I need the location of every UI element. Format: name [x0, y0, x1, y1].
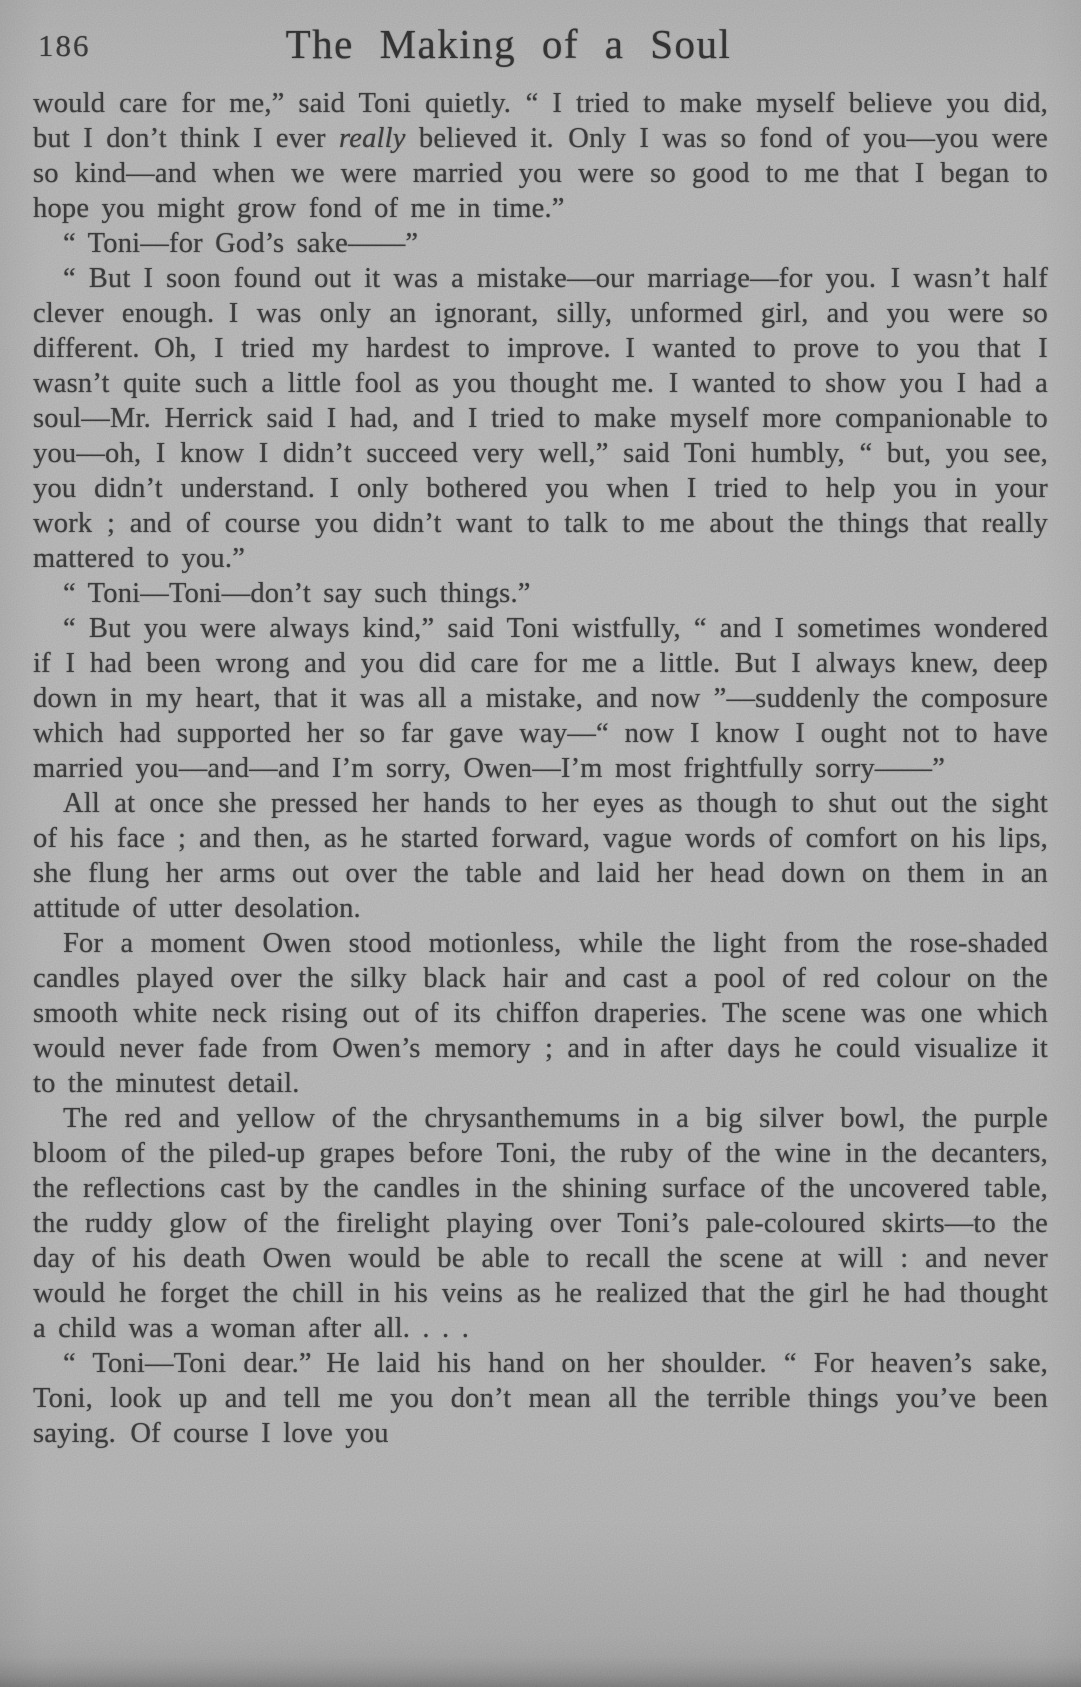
paragraph	[33, 786, 1048, 926]
text-run: For a moment Owen stood motionless, while the light from the rose-shaded candles played over the silky black hair and cast a pool of red colour on the smooth white neck rising out of its chiffon draperies. The scene was one which would never fade from Owen’s memory ; and in after days he could visualize it to the minutest detail.	[33, 928, 1048, 1099]
paragraph	[33, 261, 1048, 576]
paragraph	[33, 226, 1048, 261]
paragraph	[33, 1101, 1048, 1346]
text-run: “ Toni—for God’s sake——”	[63, 228, 419, 259]
page-header	[34, 20, 1047, 72]
paragraph	[33, 611, 1048, 786]
page-number: 186	[38, 28, 91, 63]
paragraph	[33, 926, 1048, 1101]
text-run: All at once she pressed her hands to her eyes as though to shut out the sight of his face ; and then, as he started forward, vague words of comfort on his lips, she flung her arms out over the table and laid her head down on them in an attitude of utter desolation.	[33, 788, 1048, 924]
text-run: “ But you were always kind,” said Toni wistfully, “ and I sometimes wondered if I had been wrong and you did care for me a little. But I always knew, deep down in my heart, that it was all a mistake, and now ”—suddenly the composure which had supported her so far gave way—“ now I know I ought not to have married you—and—and I’m sorry, Owen—I’m most frightfully sorry——”	[33, 613, 1048, 784]
text-run: believed it. Only I was so fond of you—you were so kind—and when we were married you were so good to me that I began to hope you might grow fond of me in time.”	[33, 123, 1049, 224]
italic-text-run: really	[339, 123, 406, 154]
paragraph	[33, 86, 1048, 226]
paragraph	[33, 576, 1048, 611]
paragraph	[33, 1346, 1048, 1451]
text-run: “ Toni—Toni—don’t say such things.”	[63, 578, 531, 609]
page-edge-shadow	[0, 1657, 1081, 1687]
text-body	[33, 86, 1048, 1451]
text-run: “ Toni—Toni dear.” He laid his hand on her shoulder. “ For heaven’s sake, Toni, look up and tell me you don’t mean all the terrible things you’ve been saying. Of course I love you	[33, 1348, 1048, 1449]
text-run: “ But I soon found out it was a mistake—our marriage—for you. I wasn’t half clever enough. I was only an ignorant, silly, unformed girl, and you were so different. Oh, I tried my hardest to improve. I wanted to prove to you that I wasn’t quite such a little fool as you thought me. I wanted to show you I had a soul—Mr. Herrick said I had, and I tried to make myself more companionable to you—oh, I know I didn’t succeed very well,” said Toni humbly, “ but, you see, you didn’t understand. I only bothered you when I tried to help you in your work ; and of course you didn’t want to talk to me about the things that really mattered to you.”	[33, 263, 1048, 574]
running-title: The Making of a Soul	[285, 21, 732, 67]
text-run: would care for me,” said Toni quietly. “ I tried to make myself believe you did, but I don’t think I ever	[33, 88, 1048, 154]
text-run: The red and yellow of the chrysanthemums in a big silver bowl, the purple bloom of the piled-up grapes before Toni, the ruby of the wine in the decanters, the reflections cast by the candles in the shining surface of the uncovered table, the ruddy glow of the firelight playing over Toni’s pale-coloured skirts—to the day of his death Owen would be able to recall the scene at will : and never would he forget the chill in his veins as he realized that the girl he had thought a child was a woman after all. . . .	[33, 1103, 1048, 1344]
